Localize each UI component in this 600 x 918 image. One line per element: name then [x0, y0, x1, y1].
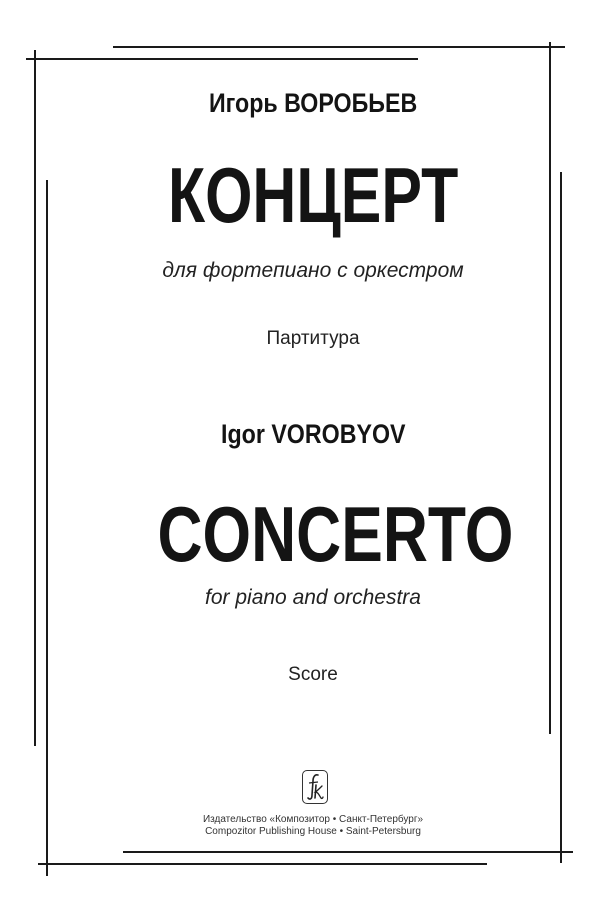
title-english-text: CONCERTO — [157, 490, 514, 578]
publisher-line-english: Compozitor Publishing House • Saint-Petersburg — [205, 826, 421, 837]
title-english — [113, 490, 514, 578]
frame-line-right-outer — [549, 42, 551, 734]
compozitor-logo-icon — [302, 770, 328, 804]
frame-line-bottom-inner — [123, 851, 573, 853]
frame-line-bottom-outer — [38, 863, 487, 865]
frame-line-top-outer — [113, 46, 565, 48]
author-name-russian-text: Игорь ВОРОБЬЕВ — [208, 88, 418, 118]
frame-line-right-inner — [560, 172, 562, 863]
author-name-english-text: Igor VOROBYOV — [220, 419, 406, 449]
edition-english: Score — [288, 664, 338, 685]
frame-line-left-inner — [46, 180, 48, 876]
edition-russian: Партитура — [266, 328, 360, 349]
author-name-russian — [113, 90, 513, 117]
frame-line-top-inner — [26, 58, 418, 60]
frame-line-left-outer — [34, 50, 36, 746]
subtitle-english: for piano and orchestra — [205, 586, 421, 609]
subtitle-russian: для фортепиано с оркестром — [162, 259, 464, 282]
author-name-english — [113, 421, 513, 448]
title-russian-text: КОНЦЕРТ — [167, 151, 459, 239]
publisher-line-russian: Издательство «Композитор • Санкт-Петербург» — [202, 814, 424, 825]
title-russian — [113, 151, 513, 239]
